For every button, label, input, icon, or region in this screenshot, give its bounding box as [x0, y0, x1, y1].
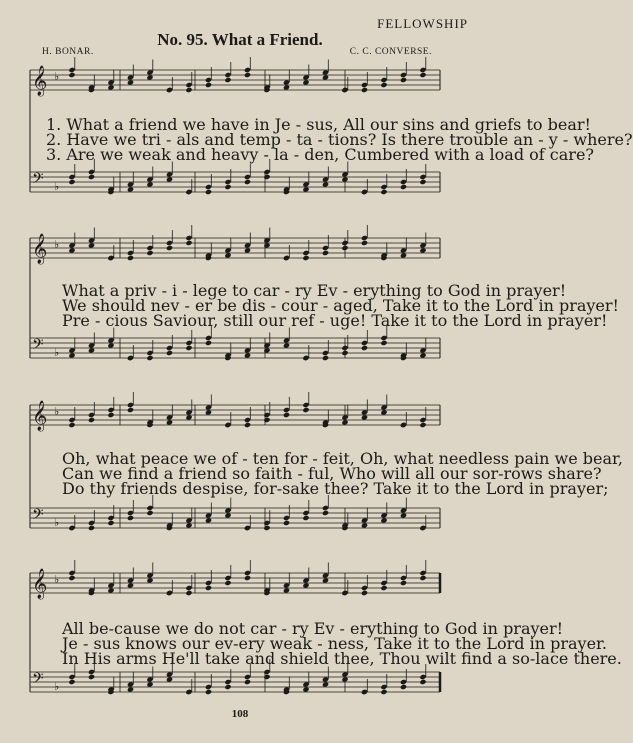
note-head [224, 580, 231, 586]
note-head [419, 422, 426, 428]
page-number: 108 [231, 708, 249, 720]
note-head [185, 87, 192, 93]
note-head [380, 82, 387, 88]
note-head [380, 585, 387, 591]
note-head [380, 689, 387, 695]
note-head [146, 355, 153, 361]
lyric-line: In His arms He'll take and shield thee, Thou wilt find a so-lace there. [62, 649, 622, 668]
flat-icon: ♭ [54, 680, 60, 693]
hymn-title: No. 95. What a Friend. [157, 30, 323, 49]
note-head [400, 184, 407, 190]
note-head [322, 250, 329, 256]
lyric-line: Can we find a friend so faith - ful, Who will all our sor-rows share? [62, 464, 602, 483]
note-head [361, 240, 368, 246]
note-head [263, 525, 270, 531]
note-head [263, 417, 270, 423]
lyric-line: All be-cause we do not car - ry Ev - erything to God in prayer! [62, 619, 564, 638]
flat-icon: ♭ [54, 180, 60, 193]
lyric-line: 3. Are we weak and heavy - la - den, Cumbered with a load of care? [46, 145, 594, 164]
flat-icon: ♭ [54, 238, 60, 251]
note-head [400, 684, 407, 690]
lyric-line: Pre - cious Saviour, still our ref - uge! Take it to the Lord in prayer! [62, 311, 608, 330]
note-head [185, 240, 192, 246]
note-head [205, 340, 212, 346]
note-head [380, 189, 387, 195]
note-head [166, 350, 173, 356]
note-head [127, 255, 134, 261]
treble-clef-icon: 𝄞 [32, 66, 48, 96]
flat-icon: ♭ [54, 405, 60, 418]
lyric-line: We should nev - er be dis - cour - aged, Take it to the Lord in prayer! [62, 296, 619, 315]
section-label: FELLOWSHIP [377, 16, 468, 31]
note-head [341, 245, 348, 251]
note-head [205, 82, 212, 88]
note-head [127, 407, 134, 413]
note-head [68, 422, 75, 428]
lyric-line: 1. What a friend we have in Je - sus, All our sins and griefs to bear! [46, 115, 591, 134]
note-head [400, 580, 407, 586]
note-head [88, 417, 95, 423]
flat-icon: ♭ [54, 70, 60, 83]
note-head [302, 407, 309, 413]
note-head [341, 350, 348, 356]
note-head [68, 179, 75, 185]
note-head [244, 72, 251, 78]
note-head [107, 412, 114, 418]
treble-clef-icon: 𝄞 [32, 401, 48, 431]
note-head [224, 184, 231, 190]
lyric-line: Oh, what peace we of - ten for - feit, Oh, what needless pain we bear, [62, 449, 623, 468]
note-head [400, 77, 407, 83]
note-head [322, 355, 329, 361]
note-head [244, 422, 251, 428]
note-head [68, 575, 75, 581]
bass-clef-icon: 𝄢 [32, 170, 44, 191]
treble-clef-icon: 𝄞 [32, 234, 48, 264]
note-head [244, 179, 251, 185]
flat-icon: ♭ [54, 516, 60, 529]
note-head [205, 585, 212, 591]
note-head [419, 72, 426, 78]
note-head [244, 575, 251, 581]
note-head [185, 590, 192, 596]
note-head [146, 510, 153, 516]
note-head [419, 179, 426, 185]
bass-clef-icon: 𝄢 [32, 506, 44, 527]
note-head [224, 77, 231, 83]
note-head [322, 510, 329, 516]
note-head [224, 684, 231, 690]
note-head [166, 245, 173, 251]
author-credit: H. BONAR. [42, 47, 94, 57]
bass-clef-icon: 𝄢 [32, 336, 44, 357]
note-head [88, 674, 95, 680]
note-head [380, 340, 387, 346]
note-head [146, 250, 153, 256]
composer-credit: C. C. CONVERSE. [349, 47, 432, 57]
bass-clef-icon: 𝄢 [32, 670, 44, 691]
note-head [263, 674, 270, 680]
note-head [263, 174, 270, 180]
note-head [244, 679, 251, 685]
note-head [127, 515, 134, 521]
lyric-line: Je - sus knows our ev-ery weak - ness, Take it to the Lord in prayer. [62, 634, 608, 653]
note-head [88, 174, 95, 180]
note-head [88, 525, 95, 531]
note-head [185, 345, 192, 351]
flat-icon: ♭ [54, 573, 60, 586]
note-head [68, 72, 75, 78]
note-head [283, 520, 290, 526]
note-head [419, 575, 426, 581]
note-head [283, 412, 290, 418]
note-head [419, 679, 426, 685]
note-head [107, 520, 114, 526]
treble-clef-icon: 𝄞 [32, 569, 48, 599]
note-head [205, 189, 212, 195]
lyric-line: Do thy friends despise, for-sake thee? Take it to the Lord in prayer; [62, 479, 609, 498]
lyric-line: What a priv - i - lege to car - ry Ev - erything to God in prayer! [62, 281, 567, 300]
lyric-line: 2. Have we tri - als and temp - ta - tions? Is there trouble an - y - where? [46, 130, 633, 149]
note-head [361, 87, 368, 93]
flat-icon: ♭ [54, 346, 60, 359]
note-head [302, 515, 309, 521]
note-head [361, 590, 368, 596]
note-head [302, 255, 309, 261]
note-head [205, 689, 212, 695]
note-head [361, 345, 368, 351]
note-head [68, 679, 75, 685]
